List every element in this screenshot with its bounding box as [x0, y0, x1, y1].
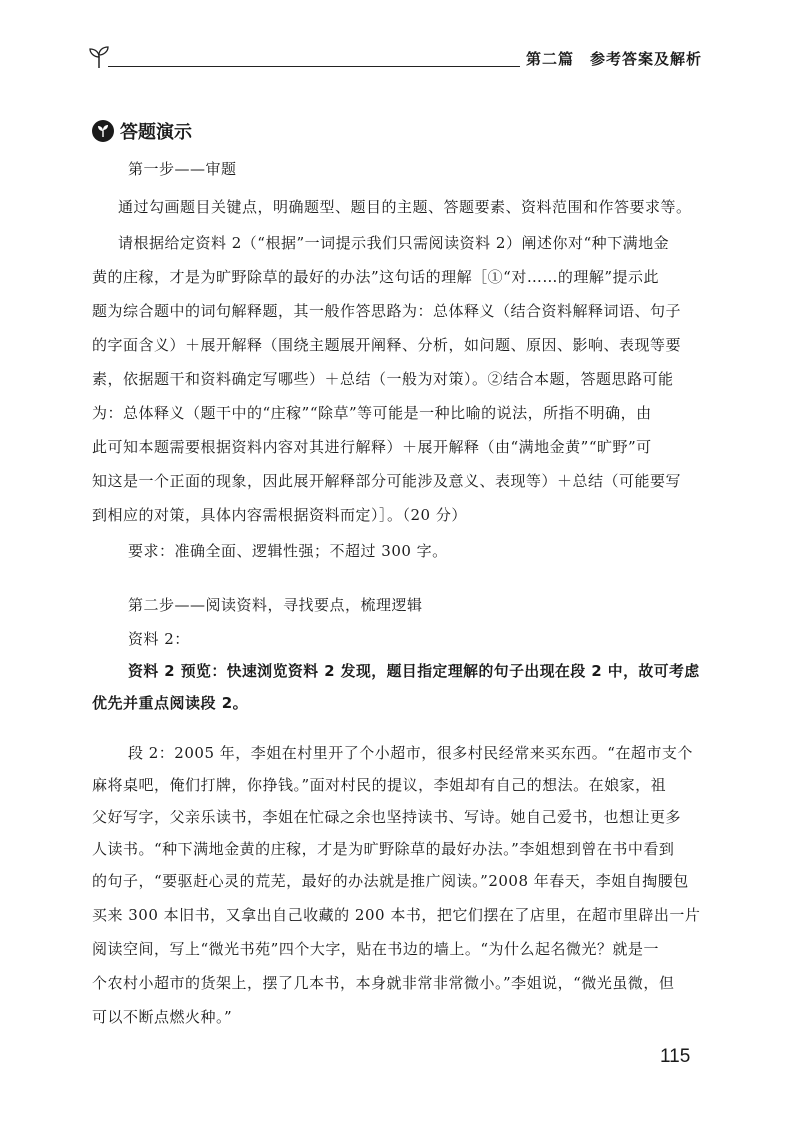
page-number: 115 [660, 1046, 691, 1067]
section-title: 答题演示 [120, 122, 192, 143]
paragraph-line: 买来 300 本旧书，又拿出自己收藏的 200 本书，把它们摆在了店里，在超市里辟出一片 [92, 906, 701, 924]
step1-intro: 通过勾画题目关键点，明确题型、题目的主题、答题要素、资料范围和作答要求等。 [118, 198, 692, 216]
paragraph-line: 阅读空间，写上“微光书苑”四个大字，贴在书边的墙上。“为什么起名微光？就是一 [92, 940, 660, 958]
paragraph-line: 可以不断点燃火种。” [92, 1008, 233, 1026]
preview-line: 资料 2 预览：快速浏览资料 2 发现，题目指定理解的句子出现在段 2 中，故可考虑 [128, 662, 700, 680]
question-line: 的字面含义）＋展开解释（围绕主题展开阐释、分析，如问题、原因、影响、表现等要 [92, 336, 682, 354]
question-line: 题为综合题中的词句解释题，其一般作答思路为：总体释义（结合资料解释词语、句子 [92, 302, 682, 320]
question-line: 到相应的对策，具体内容需根据资料而定）］。（20 分） [92, 506, 467, 524]
paragraph-line: 段 2：2005 年，李姐在村里开了个小超市，很多村民经常来买东西。“在超市支个 [128, 744, 693, 762]
question-line: 请根据给定资料 2（“根据”一词提示我们只需阅读资料 2）阐述你对“种下满地金 [118, 234, 670, 252]
material-label: 资料 2： [128, 630, 190, 648]
question-line: 黄的庄稼，才是为旷野除草的最好的办法”这句话的理解［①“对……的理解”提示此 [92, 268, 660, 286]
paragraph-line: 的句子，“要驱赶心灵的荒芜，最好的办法就是推广阅读。”2008 年春天，李姐自掏腰包 [92, 872, 689, 890]
step1-heading: 第一步——审题 [128, 160, 237, 178]
paragraph-line: 父好写字，父亲乐读书，李姐在忙碌之余也坚持读书、写诗。她自己爱书，也想让更多 [92, 808, 682, 826]
question-line: 为：总体释义（题干中的“庄稼”“除草”等可能是一种比喻的说法，所指不明确，由 [92, 404, 652, 422]
step2-heading: 第二步——阅读资料，寻找要点，梳理逻辑 [128, 596, 423, 614]
running-header-title: 第二篇 参考答案及解析 [526, 50, 703, 68]
header-rule [108, 66, 520, 67]
paragraph-line: 人读书。“种下满地金黄的庄稼，才是为旷野除草的最好办法。”李姐想到曾在书中看到 [92, 840, 675, 858]
question-line: 素，依据题干和资料确定写哪些）＋总结（一般为对策）。②结合本题，答题思路可能 [92, 370, 674, 388]
preview-line: 优先并重点阅读段 2。 [92, 694, 249, 712]
step1-requirement: 要求：准确全面、逻辑性强；不超过 300 字。 [128, 542, 448, 560]
leaf-icon [92, 120, 114, 142]
question-line: 此可知本题需要根据资料内容对其进行解释）＋展开解释（由“满地金黄”“旷野”可 [92, 438, 652, 456]
paragraph-line: 个农村小超市的货架上，摆了几本书，本身就非常非常微小。”李姐说，“微光虽微，但 [92, 974, 675, 992]
section-heading [92, 118, 192, 144]
question-line: 知这是一个正面的现象，因此展开解释部分可能涉及意义、表现等）＋总结（可能要写 [92, 472, 682, 490]
paragraph-line: 麻将桌吧，俺们打牌，你挣钱。”面对村民的提议，李姐却有自己的想法。在娘家，祖 [92, 776, 667, 794]
